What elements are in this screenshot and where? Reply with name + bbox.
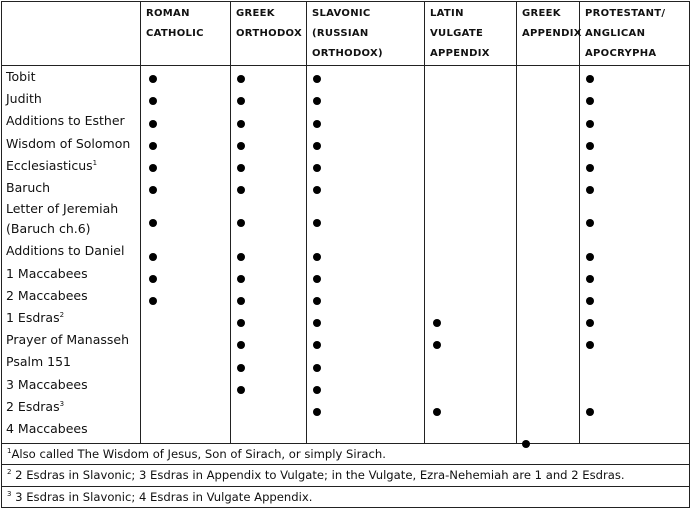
header-row (2, 2, 690, 66)
footnote (2, 486, 690, 508)
inclusion-mark (149, 142, 157, 150)
inclusion-mark (313, 219, 321, 227)
book-name (6, 88, 140, 110)
inclusion-mark (433, 341, 441, 349)
inclusion-mark (237, 219, 245, 227)
footnote-text: 2 Esdras in Slavonic; 3 Esdras in Appendix to Vulgate; in the Vulgate, Ezra-Nehemiah are 1 and 2 Esdras. (11, 468, 625, 482)
inclusion-mark (313, 186, 321, 194)
book-name-text: 1 Esdras (6, 309, 60, 325)
inclusion-mark (586, 142, 594, 150)
inclusion-mark (149, 297, 157, 305)
inclusion-mark (313, 75, 321, 83)
book-name-text: 2 Esdras (6, 398, 60, 414)
footnote-row (2, 465, 690, 487)
book-name-text: 3 Maccabees (6, 376, 88, 392)
inclusion-mark (586, 97, 594, 105)
book-name-text: Tobit (6, 69, 36, 84)
inclusion-mark (237, 75, 245, 83)
book-name-text: Wisdom of Solomon (6, 135, 131, 151)
inclusion-mark (313, 386, 321, 394)
header-line: GREEK (236, 8, 275, 19)
book-name-text: 2 Maccabees (6, 287, 88, 303)
roman-catholic-column (141, 66, 231, 444)
header-line: CATHOLIC (146, 28, 204, 39)
inclusion-mark (149, 275, 157, 283)
inclusion-mark (149, 253, 157, 261)
greek-orthodox-header (231, 2, 307, 66)
inclusion-mark (586, 120, 594, 128)
book-name (6, 177, 140, 199)
inclusion-mark (237, 97, 245, 105)
latin-vulgate-appendix-column (425, 66, 517, 444)
greek-orthodox-column (231, 66, 307, 444)
inclusion-mark (313, 164, 321, 172)
inclusion-mark (586, 219, 594, 227)
book-name-text: 1 Maccabees (6, 265, 88, 281)
greek-appendix-column (517, 66, 580, 444)
inclusion-mark (237, 253, 245, 261)
inclusion-mark (237, 364, 245, 372)
book-name (6, 155, 140, 177)
header-line: ORTHODOX) (312, 48, 383, 59)
protestant-apocrypha-column (580, 66, 690, 444)
footnote (2, 443, 690, 465)
book-name-text: Letter of Jeremiah (Baruch ch.6) (6, 201, 119, 237)
book-column-header (2, 2, 141, 66)
header-line: LATIN VULGATE (430, 8, 484, 39)
inclusion-mark (586, 75, 594, 83)
inclusion-mark (237, 275, 245, 283)
header-line: APPENDIX (522, 28, 582, 39)
inclusion-mark (586, 341, 594, 349)
slavonic-header (307, 2, 425, 66)
book-rows (2, 66, 690, 444)
footnote-row (2, 486, 690, 508)
inclusion-mark (586, 297, 594, 305)
book-name (6, 374, 140, 396)
book-name (6, 329, 140, 351)
book-name (6, 199, 140, 240)
header-line: SLAVONIC (RUSSIAN (312, 8, 371, 39)
inclusion-mark (313, 120, 321, 128)
header-line: ORTHODOX (236, 28, 302, 39)
footnotes (2, 443, 690, 508)
inclusion-mark (586, 186, 594, 194)
footnote-text: 3 Esdras in Slavonic; 4 Esdras in Vulgate Appendix. (11, 489, 313, 504)
book-name (6, 110, 140, 132)
inclusion-mark (313, 97, 321, 105)
protestant-apocrypha-header (580, 2, 690, 66)
header-line: PROTESTANT/ (585, 8, 666, 19)
footnote-ref: 1 (92, 158, 98, 167)
footnote-text: Also called The Wisdom of Jesus, Son of Sirach, or simply Sirach. (11, 446, 386, 461)
inclusion-mark (433, 408, 441, 416)
book-name-text: Additions to Esther (6, 113, 125, 129)
book-name (6, 351, 140, 373)
inclusion-mark (313, 142, 321, 150)
book-name (6, 307, 140, 329)
book-name-text: 4 Maccabees (6, 420, 88, 436)
book-name (6, 240, 140, 262)
footnote-ref: 2 (59, 310, 65, 319)
slavonic-column (307, 66, 425, 444)
inclusion-mark (149, 186, 157, 194)
inclusion-mark (237, 164, 245, 172)
inclusion-mark (586, 164, 594, 172)
book-name (6, 418, 140, 440)
inclusion-mark (237, 120, 245, 128)
inclusion-mark (149, 75, 157, 83)
inclusion-mark (237, 186, 245, 194)
book-name-text: Additions to Daniel (6, 243, 125, 259)
inclusion-mark (313, 253, 321, 261)
inclusion-mark (237, 319, 245, 327)
book-name (6, 396, 140, 418)
inclusion-mark (237, 297, 245, 305)
footnote-ref: 3 (59, 399, 65, 408)
book-name (6, 285, 140, 307)
inclusion-mark (313, 408, 321, 416)
inclusion-mark (313, 341, 321, 349)
book-name-text: Psalm 151 (6, 354, 71, 370)
book-name (6, 133, 140, 155)
book-name-text: Ecclesiasticus (6, 157, 93, 173)
inclusion-mark (586, 275, 594, 283)
book-name (6, 263, 140, 285)
header-line: GREEK (522, 8, 561, 19)
inclusion-mark (149, 97, 157, 105)
inclusion-mark (313, 364, 321, 372)
header-line: ROMAN (146, 8, 190, 19)
roman-catholic-header (141, 2, 231, 66)
inclusion-mark (586, 253, 594, 261)
header-line: APOCRYPHA (585, 48, 657, 59)
inclusion-mark (237, 341, 245, 349)
inclusion-mark (237, 142, 245, 150)
header-line: ANGLICAN (585, 28, 646, 39)
footnote-row (2, 443, 690, 465)
inclusion-mark (313, 319, 321, 327)
inclusion-mark (237, 386, 245, 394)
inclusion-mark (313, 275, 321, 283)
inclusion-mark (433, 319, 441, 327)
inclusion-mark (586, 408, 594, 416)
book-name-text: Baruch (6, 179, 51, 195)
book-name (6, 66, 140, 88)
inclusion-mark (313, 297, 321, 305)
book-name-text: Prayer of Manasseh (6, 332, 130, 348)
footnote-mark: 3 (7, 489, 12, 498)
inclusion-mark (586, 319, 594, 327)
inclusion-mark (149, 164, 157, 172)
latin-vulgate-appendix-header (425, 2, 517, 66)
table-body (2, 66, 690, 444)
canon-comparison-table (1, 1, 690, 508)
greek-appendix-header (517, 2, 580, 66)
book-name-text: Judith (6, 91, 42, 107)
footnote-mark: 1 (7, 446, 12, 455)
header-line: APPENDIX (430, 48, 490, 59)
inclusion-mark (149, 120, 157, 128)
footnote (2, 465, 690, 487)
book-column (2, 66, 141, 444)
inclusion-mark (149, 219, 157, 227)
footnote-mark: 2 (7, 468, 12, 477)
